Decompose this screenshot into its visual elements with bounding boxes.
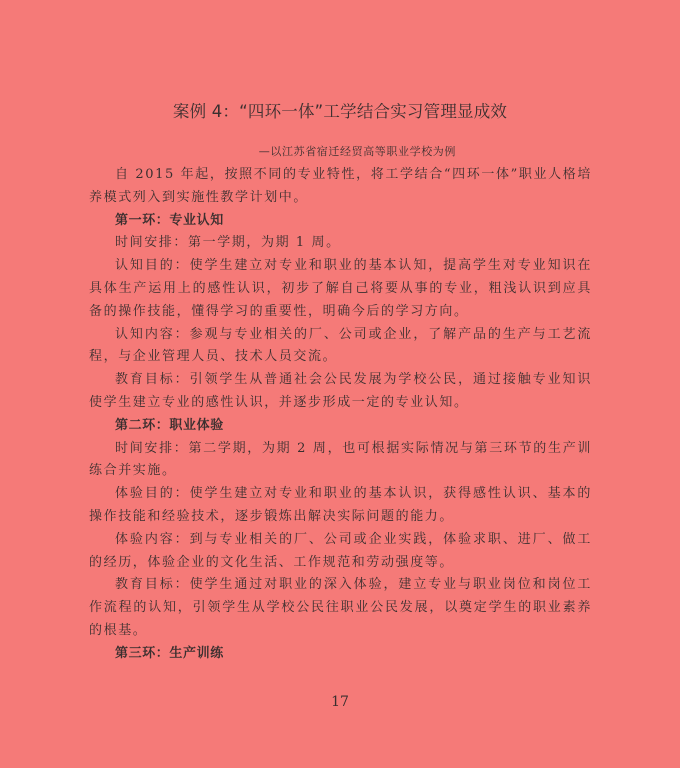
paragraph-goal-2: 教育目标：使学生通过对职业的深入体验，建立专业与职业岗位和岗位工作流程的认知，引领学生从学校公民往职业公民发展，以奠定学生的职业素养的根基。	[89, 577, 592, 638]
page-number: 17	[331, 694, 349, 710]
paragraph-schedule-2: 时间安排：第二学期，为期 2 周，也可根据实际情况与第三环节的生产训练合并实施。	[89, 440, 592, 479]
paragraph-purpose-1: 认知目的：使学生建立对专业和职业的基本认知，提高学生对专业知识在具体生产运用上的感性认识，初步了解自己将要从事的专业，粗浅认识到应具备的操作技能，懂得学习的重要性，明确今后的学习方向。	[89, 258, 592, 319]
paragraph-content-2: 体验内容：到与专业相关的厂、公司或企业实践，体验求职、进厂、做工的经历，体验企业的文化生活、工作规范和劳动强度等。	[89, 531, 592, 570]
section-heading-2: 第二环：职业体验	[115, 417, 224, 433]
case-subtitle: —以江苏省宿迁经贸高等职业学校为例	[258, 145, 456, 158]
paragraph-purpose-2: 体验目的：使学生建立对专业和职业的基本认识，获得感性认识、基本的操作技能和经验技术，逐步锻炼出解决实际问题的能力。	[89, 486, 592, 524]
section-heading-3: 第三环：生产训练	[115, 645, 224, 661]
section-heading-1: 第一环：专业认知	[115, 212, 224, 228]
paragraph-content-1: 认知内容：参观与专业相关的厂、公司或企业，了解产品的生产与工艺流程，与企业管理人员、技术人员交流。	[89, 326, 592, 365]
case-title: 案例 4：“四环一体”工学结合实习管理显成效	[172, 102, 508, 121]
paragraph-schedule-1: 时间安排：第一学期，为期 1 周。	[115, 235, 341, 251]
document-body	[89, 164, 592, 666]
paragraph-intro: 自 2015 年起，按照不同的专业特性，将工学结合“四环一体”职业人格培养模式列入到实施性教学计划中。	[89, 167, 592, 205]
paragraph-goal-1: 教育目标：引领学生从普通社会公民发展为学校公民，通过接触专业知识使学生建立专业的感性认识，并逐步形成一定的专业认知。	[89, 372, 592, 410]
